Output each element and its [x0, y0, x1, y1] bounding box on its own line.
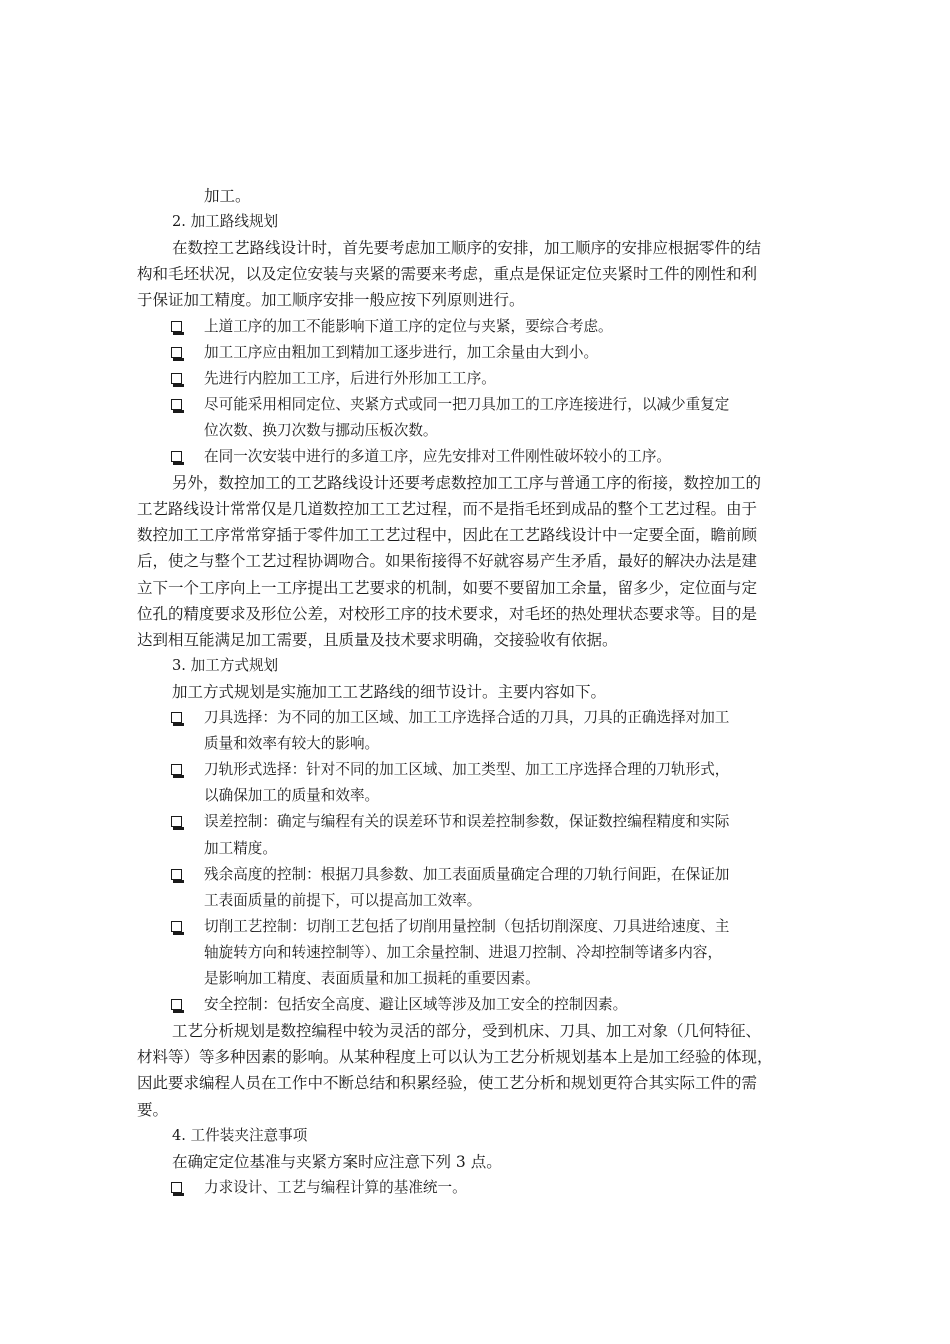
- checkbox-bullet-icon: [171, 451, 182, 462]
- checkbox-bullet-icon: [171, 999, 182, 1010]
- paragraph-line: 后，使之与整个工艺过程协调吻合。如果衔接得不好就容易产生矛盾，最好的解决办法是建: [137, 552, 758, 570]
- list-item-line: 刀轨形式选择：针对不同的加工区域、加工类型、加工工序选择合理的刀轨形式，: [204, 761, 730, 778]
- list-item-line: 误差控制：确定与编程有关的误差环节和误差控制参数，保证数控编程精度和实际: [204, 813, 730, 830]
- list-item-line: 加工精度。: [204, 840, 277, 857]
- list-item-line: 轴旋转方向和转速控制等）、加工余量控制、进退刀控制、冷却控制等诸多内容，: [204, 944, 723, 961]
- list-item-line: 切削工艺控制：切削工艺包括了切削用量控制（包括切削深度、刀具进给速度、主: [204, 918, 730, 935]
- list-item-line: 是影响加工精度、表面质量和加工损耗的重要因素。: [204, 970, 540, 987]
- section-heading: 3. 加工方式规划: [172, 657, 279, 674]
- list-item-line: 力求设计、工艺与编程计算的基准统一。: [204, 1179, 467, 1196]
- paragraph-line: 于保证加工精度。加工顺序安排一般应按下列原则进行。: [137, 291, 525, 309]
- paragraph-line: 在确定定位基准与夹紧方案时应注意下列 3 点。: [172, 1153, 502, 1171]
- checkbox-bullet-icon: [171, 921, 182, 932]
- list-item-line: 安全控制：包括安全高度、避让区域等涉及加工安全的控制因素。: [204, 996, 628, 1013]
- checkbox-bullet-icon: [171, 399, 182, 410]
- checkbox-bullet-icon: [171, 816, 182, 827]
- list-item-line: 尽可能采用相同定位、夹紧方式或同一把刀具加工的工序连接进行，以减少重复定: [204, 396, 730, 413]
- list-item-line: 加工工序应由粗加工到精加工逐步进行，加工余量由大到小。: [204, 344, 599, 361]
- paragraph-line: 材料等）等多种因素的影响。从某种程度上可以认为工艺分析规划基本上是加工经验的体现，: [137, 1048, 773, 1066]
- list-item-line: 先进行内腔加工工序，后进行外形加工工序。: [204, 370, 496, 387]
- section-heading: 2. 加工路线规划: [172, 213, 279, 230]
- continuation-text: 加工。: [204, 187, 251, 205]
- paragraph-line: 位孔的精度要求及形位公差，对校形工序的技术要求，对毛坯的热处理状态要求等。目的是: [137, 605, 758, 623]
- list-item-line: 残余高度的控制：根据刀具参数、加工表面质量确定合理的刀轨行间距，在保证加: [204, 866, 730, 883]
- list-item-line: 刀具选择：为不同的加工区域、加工工序选择合适的刀具，刀具的正确选择对加工: [204, 709, 730, 726]
- checkbox-bullet-icon: [171, 321, 182, 332]
- list-item-line: 在同一次安装中进行的多道工序，应先安排对工件刚性破坏较小的工序。: [204, 448, 672, 465]
- section-heading: 4. 工件装夹注意事项: [172, 1127, 308, 1144]
- list-item-line: 工表面质量的前提下，可以提高加工效率。: [204, 892, 482, 909]
- paragraph-line: 工艺分析规划是数控编程中较为灵活的部分，受到机床、刀具、加工对象（几何特征、: [172, 1022, 762, 1040]
- paragraph-line: 构和毛坯状况，以及定位安装与夹紧的需要来考虑，重点是保证定位夹紧时工件的刚性和利: [137, 265, 758, 283]
- checkbox-bullet-icon: [171, 373, 182, 384]
- paragraph-line: 在数控工艺路线设计时，首先要考虑加工顺序的安排，加工顺序的安排应根据零件的结: [172, 239, 762, 257]
- paragraph-line: 要。: [137, 1101, 169, 1119]
- paragraph-line: 工艺路线设计常常仅是几道数控加工工艺过程，而不是指毛坯到成品的整个工艺过程。由于: [137, 500, 758, 518]
- paragraph-line: 数控加工工序常常穿插于零件加工工艺过程中，因此在工艺路线设计中一定要全面，瞻前顾: [137, 526, 758, 544]
- checkbox-bullet-icon: [171, 764, 182, 775]
- list-item-line: 以确保加工的质量和效率。: [204, 787, 380, 804]
- checkbox-bullet-icon: [171, 869, 182, 880]
- paragraph-line: 因此要求编程人员在工作中不断总结和积累经验，使工艺分析和规划更符合其实际工件的需: [137, 1074, 758, 1092]
- list-item-line: 上道工序的加工不能影响下道工序的定位与夹紧，要综合考虑。: [204, 318, 613, 335]
- checkbox-bullet-icon: [171, 712, 182, 723]
- paragraph-line: 立下一个工序向上一工序提出工艺要求的机制，如要不要留加工余量，留多少，定位面与定: [137, 579, 758, 597]
- paragraph-line: 另外，数控加工的工艺路线设计还要考虑数控加工工序与普通工序的衔接，数控加工的: [172, 474, 762, 492]
- list-item-line: 位次数、换刀次数与挪动压板次数。: [204, 422, 438, 439]
- checkbox-bullet-icon: [171, 1182, 182, 1193]
- paragraph-line: 达到相互能满足加工需要，且质量及技术要求明确，交接验收有依据。: [137, 631, 618, 649]
- paragraph-line: 加工方式规划是实施加工工艺路线的细节设计。主要内容如下。: [172, 683, 607, 701]
- checkbox-bullet-icon: [171, 347, 182, 358]
- list-item-line: 质量和效率有较大的影响。: [204, 735, 380, 752]
